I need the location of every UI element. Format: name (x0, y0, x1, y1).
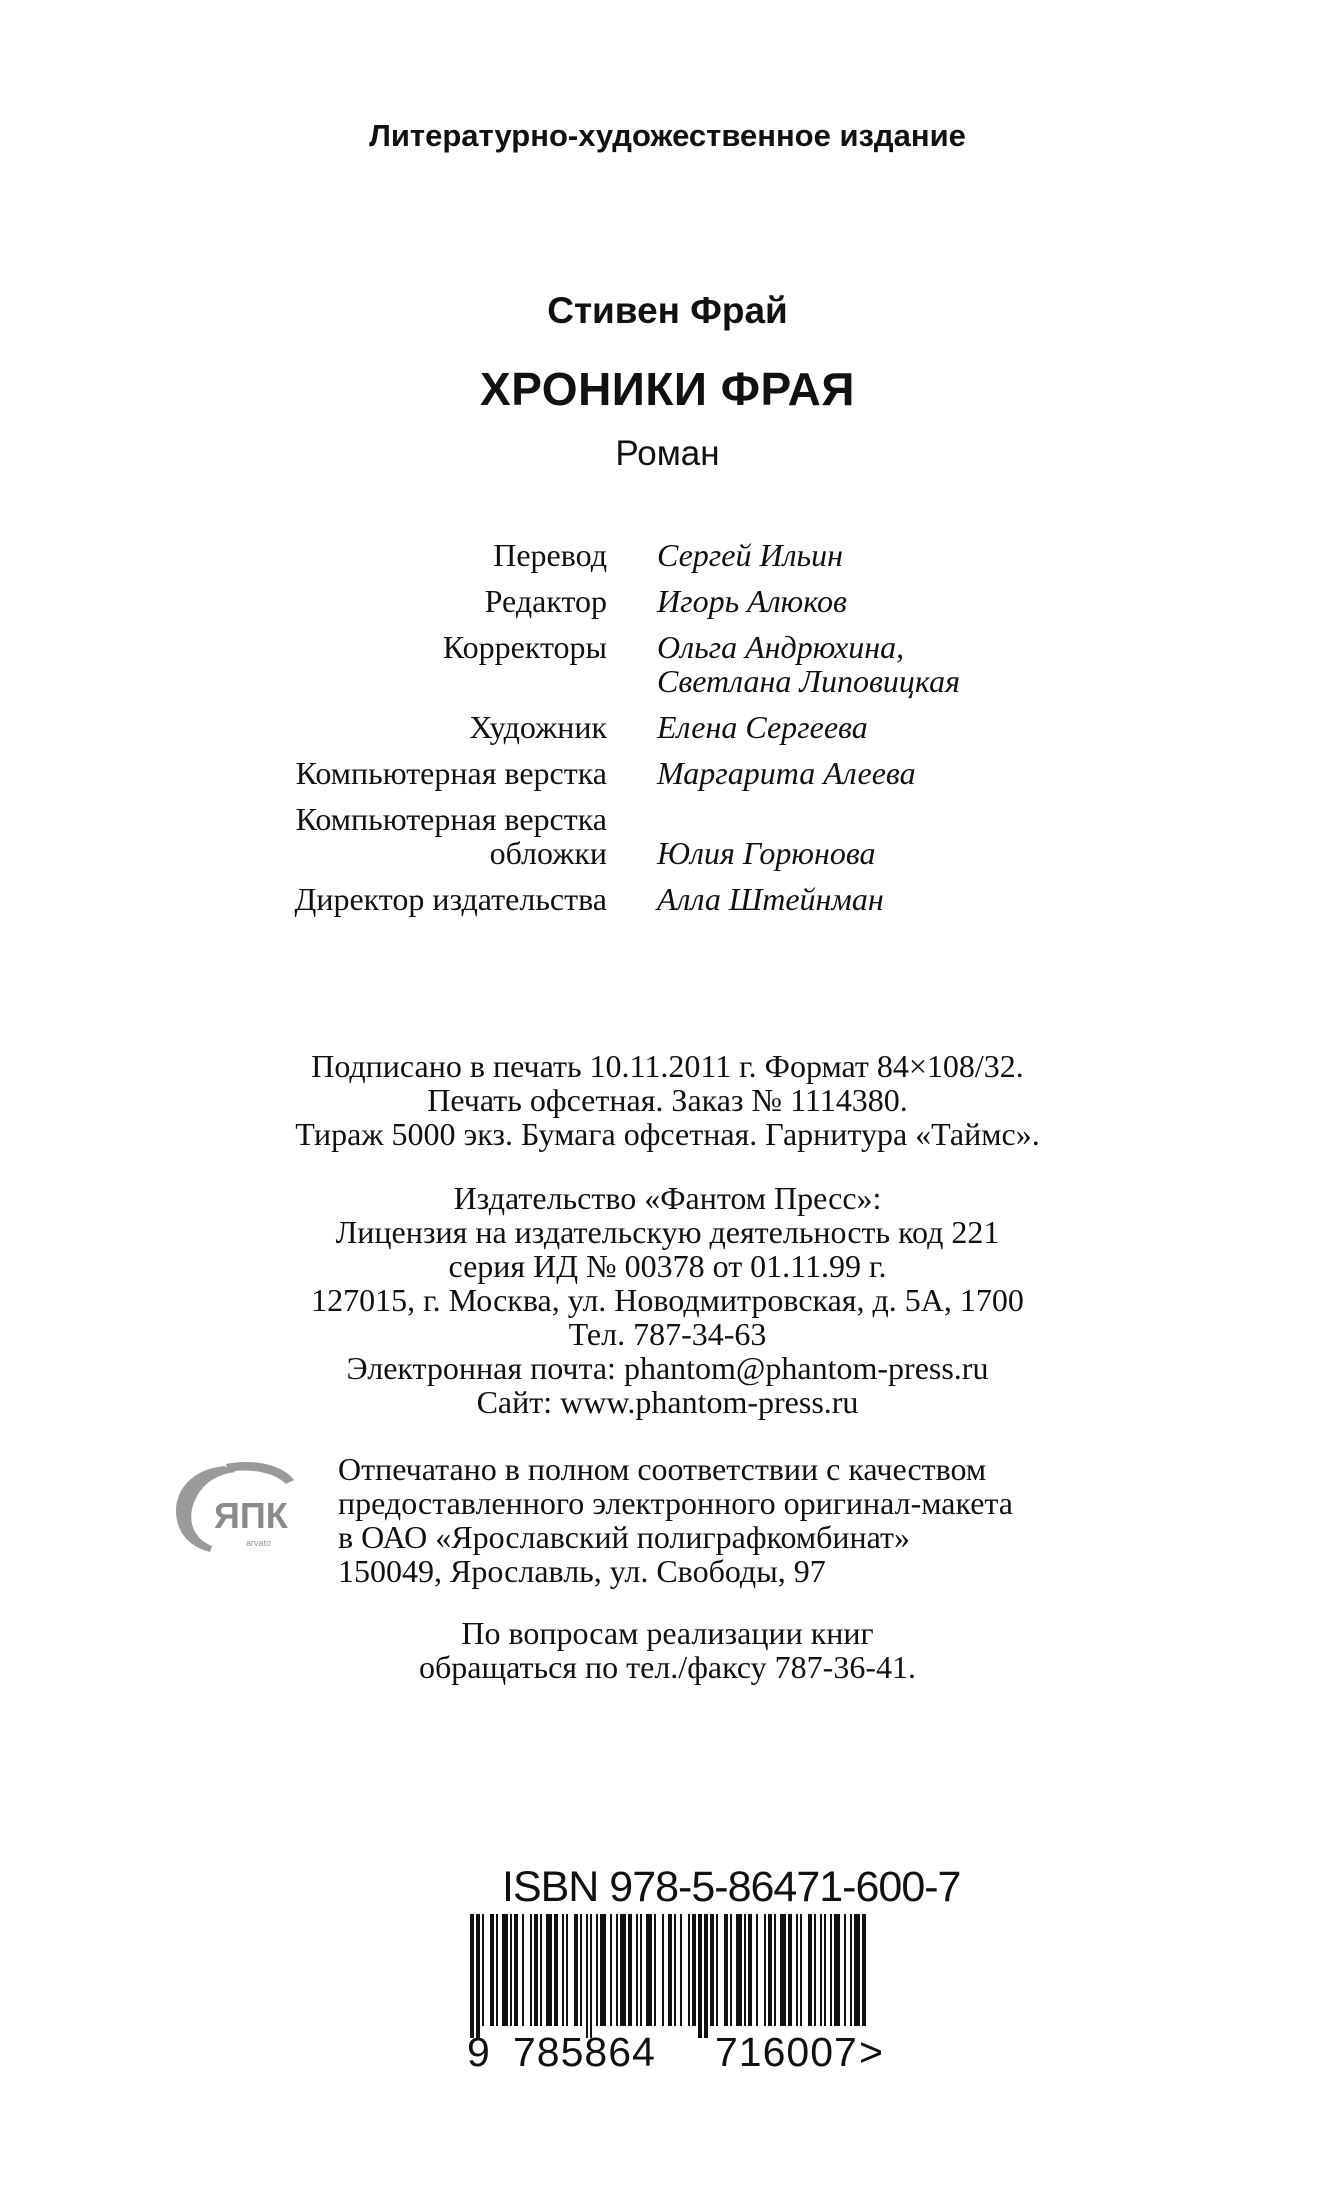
barcode-bar (814, 1914, 816, 2026)
sales-info-line: обращаться по тел./факсу 787-36-41. (419, 1649, 916, 1685)
barcode-bar (586, 1914, 588, 2038)
author-name: Стивен Фрай (547, 290, 788, 331)
barcode-bar (470, 1914, 474, 2038)
barcode-bar (830, 1914, 832, 2026)
barcode-bar (620, 1914, 626, 2026)
barcode-bar (610, 1914, 612, 2026)
sales-info-line: По вопросам реализации книг (461, 1615, 874, 1651)
barcode-bar (482, 1914, 484, 2026)
barcode-bar (600, 1914, 606, 2026)
barcode-bar (674, 1914, 676, 2026)
barcode-bar (534, 1914, 538, 2026)
credit-name-second: Светлана Липовицкая (657, 663, 960, 699)
barcode-bar (796, 1914, 798, 2026)
barcode-bar (590, 1914, 592, 2038)
print-info-line: Печать офсетная. Заказ № 1114380. (427, 1082, 908, 1118)
sales-info (0, 1616, 1335, 1684)
barcode-bar (668, 1914, 672, 2026)
barcode-bar (490, 1914, 494, 2026)
barcode-digit-first: 9 (467, 2029, 491, 2075)
publisher-info-line: серия ИД № 00378 от 01.11.99 г. (448, 1248, 887, 1284)
barcode-icon (470, 1914, 866, 2038)
barcode-bar (788, 1914, 792, 2026)
credit-role: Компьютерная верстка (295, 755, 607, 791)
publisher-info-line: Тел. 787-34-63 (568, 1316, 767, 1352)
credit-name: Юлия Горюнова (657, 835, 876, 871)
barcode-bar (640, 1914, 642, 2026)
isbn-label: ISBN 978-5-86471-600-7 (502, 1863, 961, 1911)
barcode-digits-right: 716007 (715, 2029, 858, 2075)
barcode-bar (540, 1914, 542, 2026)
barcode-bar (844, 1914, 846, 2026)
credit-name: Алла Штейнман (657, 881, 884, 917)
printer-logo-icon (166, 1458, 306, 1562)
barcode-bar (510, 1914, 512, 2026)
barcode-digits-left: 785864 (513, 2029, 656, 2075)
print-info-line: Тираж 5000 экз. Бумага офсетная. Гарнитура «Таймс». (295, 1116, 1040, 1152)
barcode-bar (522, 1914, 524, 2026)
publisher-info-line: Лицензия на издательскую деятельность код 221 (335, 1214, 1000, 1250)
barcode-bar (628, 1914, 632, 2026)
barcode-bar (574, 1914, 578, 2026)
barcode-bar (530, 1914, 532, 2026)
barcode-bar (780, 1914, 786, 2026)
credit-name: Сергей Ильин (657, 537, 843, 573)
barcode-bar (834, 1914, 840, 2026)
barcode-bar (716, 1914, 718, 2026)
barcode-bar (800, 1914, 802, 2026)
printer-info-line: 150049, Ярославль, ул. Свободы, 97 (338, 1553, 826, 1589)
print-info (0, 1049, 1335, 1151)
barcode-bar (580, 1914, 582, 2026)
barcode-bar (748, 1914, 752, 2026)
printer-info-line: Отпечатано в полном соответствии с качеством (338, 1451, 987, 1487)
barcode-bar (854, 1914, 860, 2026)
credit-name: Ольга Андрюхина, (657, 629, 905, 665)
barcode-bar (850, 1914, 852, 2026)
barcode-bar (736, 1914, 742, 2026)
print-info-line: Подписано в печать 10.11.2011 г. Формат 84×108/32. (311, 1048, 1024, 1084)
barcode-bar (756, 1914, 758, 2026)
barcode-bar (710, 1914, 714, 2026)
credit-role-second: обложки (489, 835, 607, 871)
credit-role: Перевод (493, 537, 607, 573)
barcode-bar (654, 1914, 656, 2026)
barcode-bar (692, 1914, 696, 2026)
barcode-bar (862, 1914, 866, 2026)
printer-info-line: в ОАО «Ярославский полиграфкомбинат» (338, 1519, 910, 1555)
barcode-bar (764, 1914, 766, 2026)
book-title: ХРОНИКИ ФРАЯ (480, 363, 855, 415)
edition-type: Литературно-художественное издание (369, 118, 966, 153)
barcode-bar (562, 1914, 564, 2026)
barcode-bar (502, 1914, 508, 2026)
publisher-info-line: Электронная почта: phantom@phantom-press.ru (346, 1350, 989, 1386)
barcode-bar (546, 1914, 552, 2026)
book-genre: Роман (615, 434, 720, 473)
publisher-info-line: 127015, г. Москва, ул. Новодмитровская, д. 5А, 1700 (311, 1282, 1024, 1318)
barcode-bar (688, 1914, 690, 2026)
printer-logo-text: ЯПК (214, 1495, 288, 1536)
barcode-bar (730, 1914, 732, 2026)
barcode-bar (646, 1914, 652, 2026)
barcode-bar (596, 1914, 598, 2026)
barcode-arrow: > (859, 2029, 884, 2075)
barcode-bar (514, 1914, 518, 2026)
barcode-bar (704, 1914, 708, 2038)
barcode-bar (616, 1914, 618, 2026)
barcode-bar (496, 1914, 498, 2026)
credit-role: Редактор (484, 583, 607, 619)
barcode-bar (824, 1914, 826, 2026)
printer-logo-subtext: arvato (246, 1538, 272, 1548)
barcode-bar (724, 1914, 728, 2026)
barcode-bar (774, 1914, 776, 2026)
printer-info (338, 1452, 1013, 1588)
barcode-bar (680, 1914, 682, 2026)
printer-info-line: предоставленного электронного оригинал-макета (338, 1485, 1013, 1521)
credit-name: Игорь Алюков (657, 583, 847, 619)
credit-role: Художник (469, 709, 607, 745)
publisher-info (0, 1181, 1335, 1419)
credit-role: Корректоры (442, 629, 607, 665)
barcode-bar (636, 1914, 638, 2026)
credit-role: Компьютерная верстка (295, 801, 607, 837)
barcode-bar (808, 1914, 812, 2026)
barcode-bar (744, 1914, 746, 2026)
barcode-bar (698, 1914, 702, 2038)
credit-name: Маргарита Алеева (657, 755, 916, 791)
publisher-info-line: Сайт: www.phantom-press.ru (476, 1384, 859, 1420)
barcode-bar (554, 1914, 558, 2026)
credit-role: Директор издательства (294, 881, 607, 917)
credit-name: Елена Сергеева (657, 709, 868, 745)
barcode-bar (566, 1914, 568, 2026)
barcode-bar (820, 1914, 822, 2026)
barcode-bar (476, 1914, 480, 2038)
publisher-info-line: Издательство «Фантом Пресс»: (453, 1180, 882, 1216)
barcode-bar (662, 1914, 664, 2026)
barcode-bar (768, 1914, 772, 2026)
